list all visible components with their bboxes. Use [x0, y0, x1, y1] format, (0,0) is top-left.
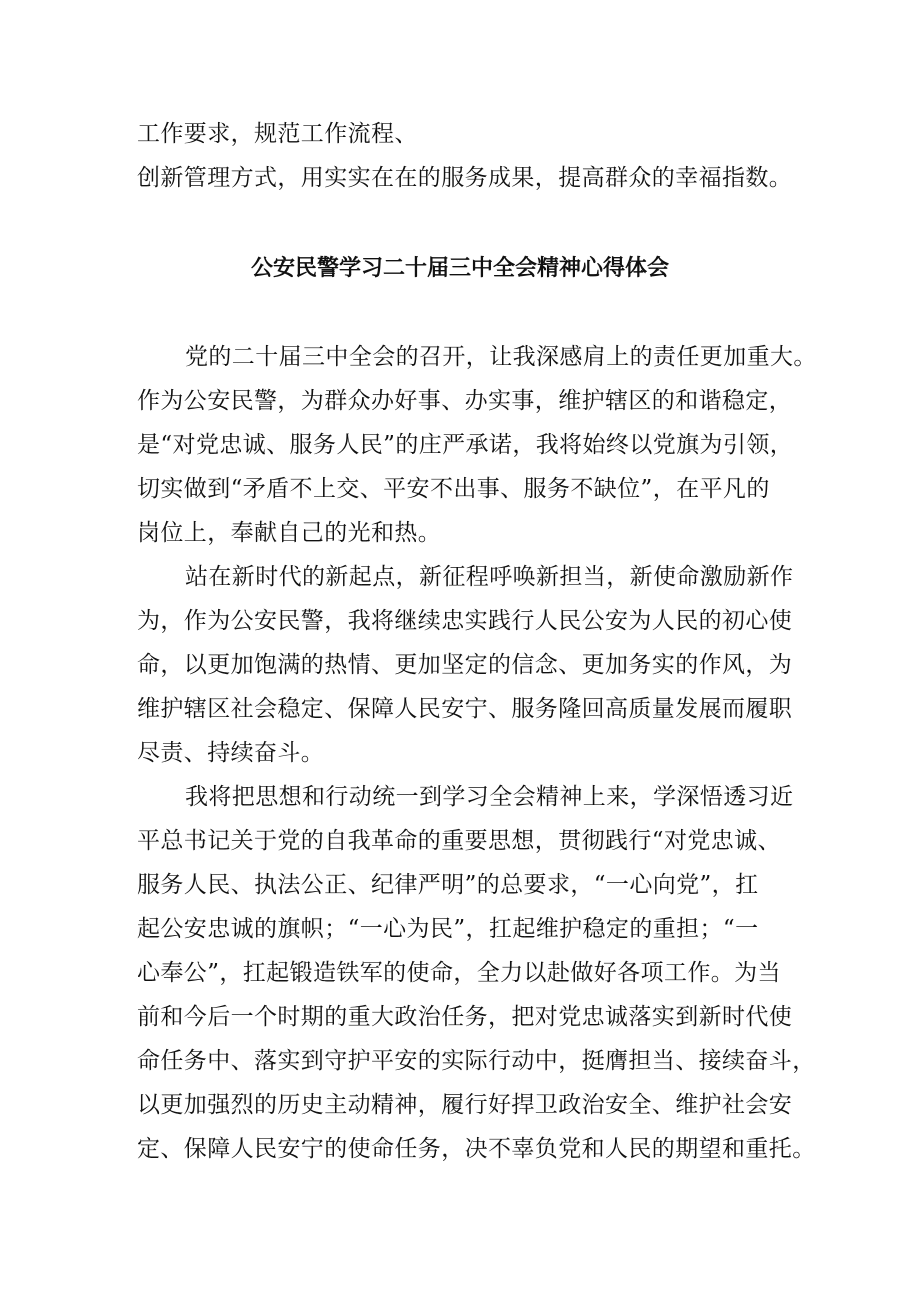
paragraph-line: 定、保障人民安宁的使命任务，决不辜负党和人民的期望和重托。 [137, 1136, 816, 1162]
paragraph-line: 为，作为公安民警，我将继续忠实践行人民公安为人民的初心使 [137, 608, 793, 634]
paragraph-line: 平总书记关于党的自我革命的重要思想，贯彻践行“对党忠诚、 [137, 828, 781, 854]
paragraph-line: 起公安忠诚的旗帜；“一心为民”，扛起维护稳定的重担；“一 [137, 916, 759, 942]
paragraph-line: 命，以更加饱满的热情、更加坚定的信念、更加务实的作风，为 [137, 652, 793, 678]
paragraph-line: 岗位上，奉献自己的光和热。 [137, 520, 442, 546]
paragraph-line: 前和今后一个时期的重大政治任务，把对党忠诚落实到新时代使 [137, 1004, 793, 1030]
paragraph-line: 站在新时代的新起点，新征程呼唤新担当，新使命激励新作 [185, 564, 794, 590]
paragraph-line: 命任务中、落实到守护平安的实际行动中，挺膺担当、接续奋斗， [137, 1048, 816, 1074]
paragraph-line: 是“对党忠诚、服务人民”的庄严承诺，我将始终以党旗为引领， [137, 432, 794, 458]
paragraph-line: 切实做到“矛盾不上交、平安不出事、服务不缺位”，在平凡的 [137, 476, 770, 502]
paragraph-line: 尽责、持续奋斗。 [137, 740, 325, 766]
paragraph-line: 作为公安民警，为群众办好事、办实事，维护辖区的和谐稳定， [137, 388, 793, 414]
paragraph-line: 以更加强烈的历史主动精神，履行好捍卫政治安全、维护社会安 [137, 1092, 793, 1118]
paragraph-line: 服务人民、执法公正、纪律严明”的总要求，“一心向党”，扛 [137, 872, 759, 898]
paragraph-line: 我将把思想和行动统一到学习全会精神上来，学深悟透习近 [185, 784, 794, 810]
paragraph-line: 党的二十届三中全会的召开，让我深感肩上的责任更加重大。 [185, 344, 817, 370]
intro-line: 工作要求，规范工作流程、 [137, 121, 418, 147]
intro-line: 创新管理方式，用实实在在的服务成果，提高群众的幸福指数。 [137, 165, 793, 191]
article-title: 公安民警学习二十届三中全会精神心得体会 [250, 256, 669, 281]
paragraph-line: 维护辖区社会稳定、保障人民安宁、服务隆回高质量发展而履职 [137, 696, 793, 722]
paragraph-line: 心奉公”，扛起锻造铁军的使命，全力以赴做好各项工作。为当 [137, 960, 781, 986]
